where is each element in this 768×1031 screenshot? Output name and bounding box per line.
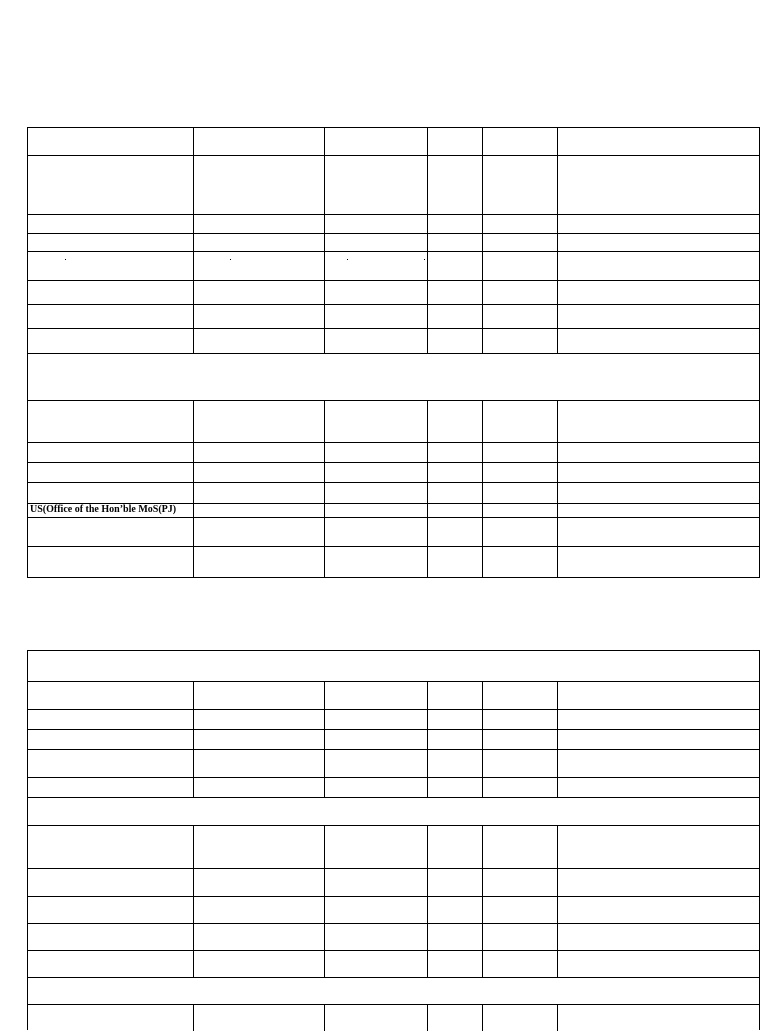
table-1 <box>27 127 760 578</box>
section-header-row <box>28 978 759 1005</box>
table-row <box>28 281 759 305</box>
table-row <box>28 305 759 329</box>
table-row <box>28 215 759 234</box>
table-row <box>28 329 759 354</box>
dot-mark <box>230 259 231 260</box>
dot-mark <box>347 259 348 260</box>
section-header-row <box>28 651 759 682</box>
section-header-row <box>28 798 759 826</box>
table-row <box>28 730 759 750</box>
dot-mark <box>65 259 66 260</box>
table-row <box>28 463 759 483</box>
table-row <box>28 504 759 518</box>
office-label: US(Office of the Hon’ble MoS(PJ) <box>30 504 177 515</box>
table-row <box>28 869 759 897</box>
table-row <box>28 826 759 869</box>
table-row <box>28 951 759 978</box>
table-row <box>28 924 759 951</box>
table-row <box>28 443 759 463</box>
dot-mark <box>424 259 425 260</box>
table-row <box>28 778 759 798</box>
table-row <box>28 897 759 924</box>
table-row <box>28 547 759 577</box>
table-row <box>28 128 759 156</box>
table-2 <box>27 650 760 1030</box>
section-header-row <box>28 354 759 401</box>
table-row <box>28 518 759 547</box>
table-row <box>28 710 759 730</box>
table-row <box>28 483 759 504</box>
table-row <box>28 234 759 252</box>
table-row <box>28 252 759 281</box>
table-row <box>28 682 759 710</box>
table-row <box>28 401 759 443</box>
table-row <box>28 750 759 778</box>
table-row <box>28 156 759 215</box>
table-row <box>28 1005 759 1031</box>
